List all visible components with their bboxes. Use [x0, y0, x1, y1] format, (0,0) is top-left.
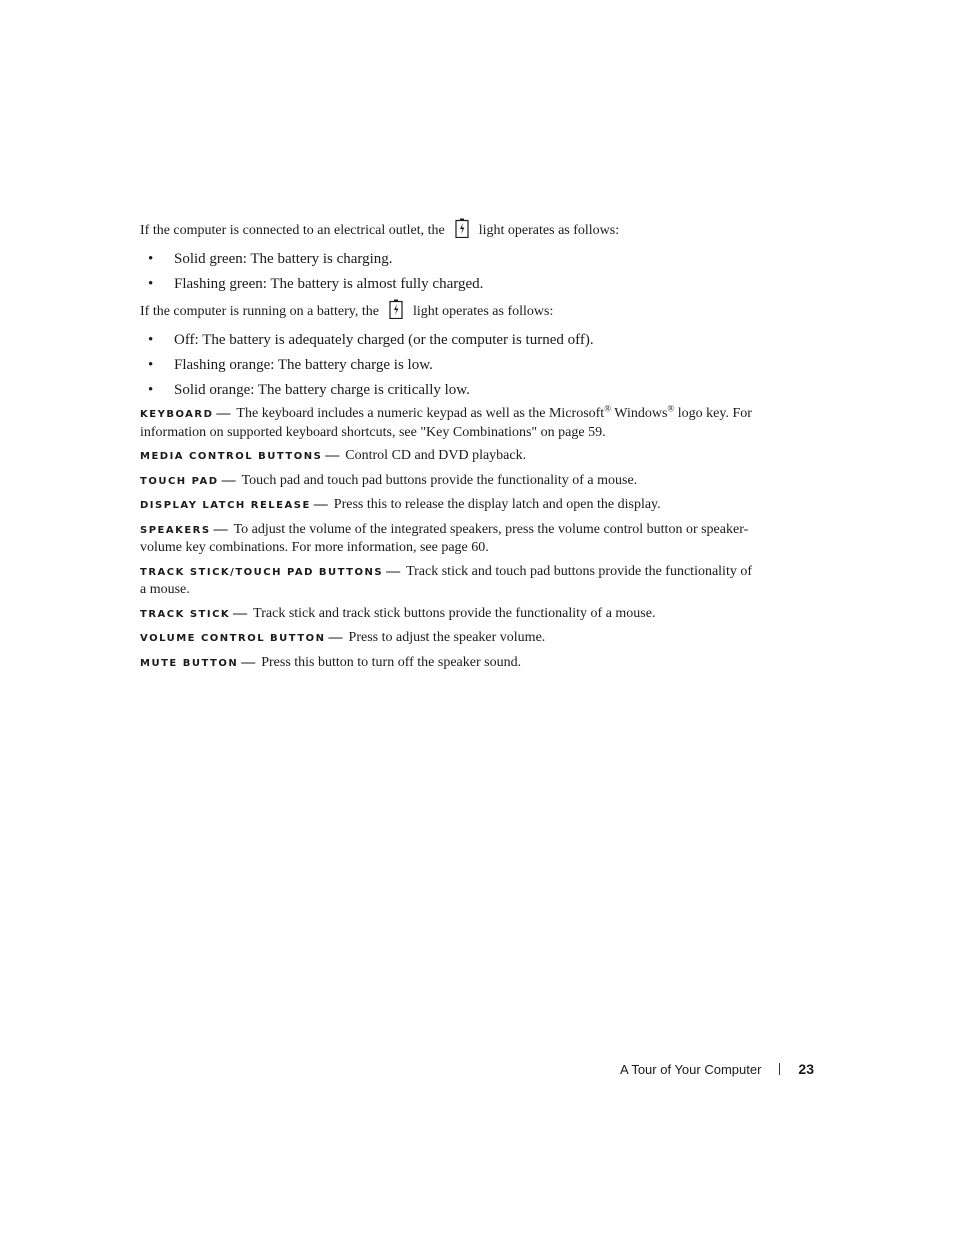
battery-icon	[455, 218, 469, 244]
definition-track-stick-touch-pad-buttons	[140, 563, 760, 599]
bullet: •	[148, 332, 154, 348]
definition-text: Press this to release the display latch and open the display.	[333, 497, 661, 512]
em-dash: —	[386, 563, 401, 579]
definition-term: MEDIA CONTROL BUTTONS	[140, 451, 323, 462]
definition-text: To adjust the volume of the integrated speakers, press the volume control button or speaker-volume key combinations. For more information, see page 60.	[140, 521, 749, 555]
list-item	[140, 249, 760, 269]
em-dash: —	[313, 497, 328, 512]
bullet: •	[148, 251, 154, 267]
page-number: 23	[798, 1061, 814, 1077]
em-dash: —	[221, 472, 236, 488]
definition-touch-pad	[140, 472, 760, 491]
definition-term: SPEAKERS	[140, 524, 211, 536]
battery-ac-list	[140, 249, 760, 294]
battery-ac-intro	[140, 218, 760, 244]
definition-keyboard	[140, 405, 760, 441]
page-content	[140, 218, 760, 678]
footer-divider	[779, 1063, 780, 1075]
definition-term: TOUCH PAD	[140, 475, 219, 487]
em-dash: —	[241, 654, 256, 670]
definition-text: Track stick and touch pad buttons provide the functionality of a mouse.	[140, 563, 752, 597]
battery-dc-intro-after: light operates as follows:	[412, 304, 554, 320]
em-dash: —	[216, 406, 231, 421]
definition-text: Control CD and DVD playback.	[345, 448, 527, 463]
definition-track-stick	[140, 605, 760, 624]
battery-dc-intro	[140, 299, 760, 325]
registered-mark: ®	[667, 403, 675, 414]
definition-text: Press to adjust the speaker volume.	[348, 630, 546, 645]
list-item-text: Solid orange: The battery charge is critically low.	[174, 382, 470, 398]
em-dash: —	[213, 521, 228, 537]
page-footer	[600, 1061, 814, 1081]
list-item-text: Off: The battery is adequately charged (or the computer is turned off).	[174, 332, 594, 348]
footer-section-title: A Tour of Your Computer	[620, 1062, 762, 1077]
list-item-text: Flashing green: The battery is almost fully charged.	[174, 276, 484, 292]
em-dash: —	[233, 605, 248, 621]
bullet: •	[148, 276, 154, 292]
list-item	[140, 380, 760, 400]
definition-text: The keyboard includes a numeric keypad as well as the Microsoft	[236, 406, 605, 421]
list-item-text: Flashing orange: The battery charge is low.	[174, 357, 433, 373]
definition-volume-control-button	[140, 629, 760, 648]
battery-dc-intro-before: If the computer is running on a battery, the	[140, 304, 379, 320]
list-item	[140, 330, 760, 350]
definition-term: TRACK STICK/TOUCH PAD BUTTONS	[140, 566, 384, 578]
definition-term: MUTE BUTTON	[140, 657, 239, 669]
definition-term: KEYBOARD	[140, 409, 214, 420]
battery-ac-intro-after: light operates as follows:	[478, 223, 620, 239]
registered-mark: ®	[604, 403, 612, 414]
list-item	[140, 274, 760, 294]
em-dash: —	[325, 448, 340, 463]
definition-term: TRACK STICK	[140, 608, 231, 620]
definition-text: logo key. For information on supported keyboard shortcuts, see "Key Combinations" on page 59.	[140, 406, 752, 440]
bullet: •	[148, 382, 154, 398]
definition-text: Touch pad and touch pad buttons provide the functionality of a mouse.	[241, 472, 638, 488]
definition-mute-button	[140, 654, 760, 673]
definition-media-control-buttons	[140, 447, 760, 466]
battery-dc-list	[140, 330, 760, 400]
battery-ac-intro-before: If the computer is connected to an electrical outlet, the	[140, 223, 445, 239]
bullet: •	[148, 357, 154, 373]
list-item-text: Solid green: The battery is charging.	[174, 251, 393, 267]
definition-text: Windows	[611, 406, 668, 421]
definition-text: Press this button to turn off the speaker sound.	[261, 654, 522, 670]
em-dash: —	[328, 630, 343, 645]
definition-text: Track stick and track stick buttons provide the functionality of a mouse.	[253, 605, 656, 621]
definition-term: DISPLAY LATCH RELEASE	[140, 500, 311, 511]
battery-icon	[389, 299, 403, 325]
definition-term: VOLUME CONTROL BUTTON	[140, 633, 326, 644]
definition-display-latch-release	[140, 496, 760, 515]
definition-speakers	[140, 521, 760, 557]
list-item	[140, 355, 760, 375]
